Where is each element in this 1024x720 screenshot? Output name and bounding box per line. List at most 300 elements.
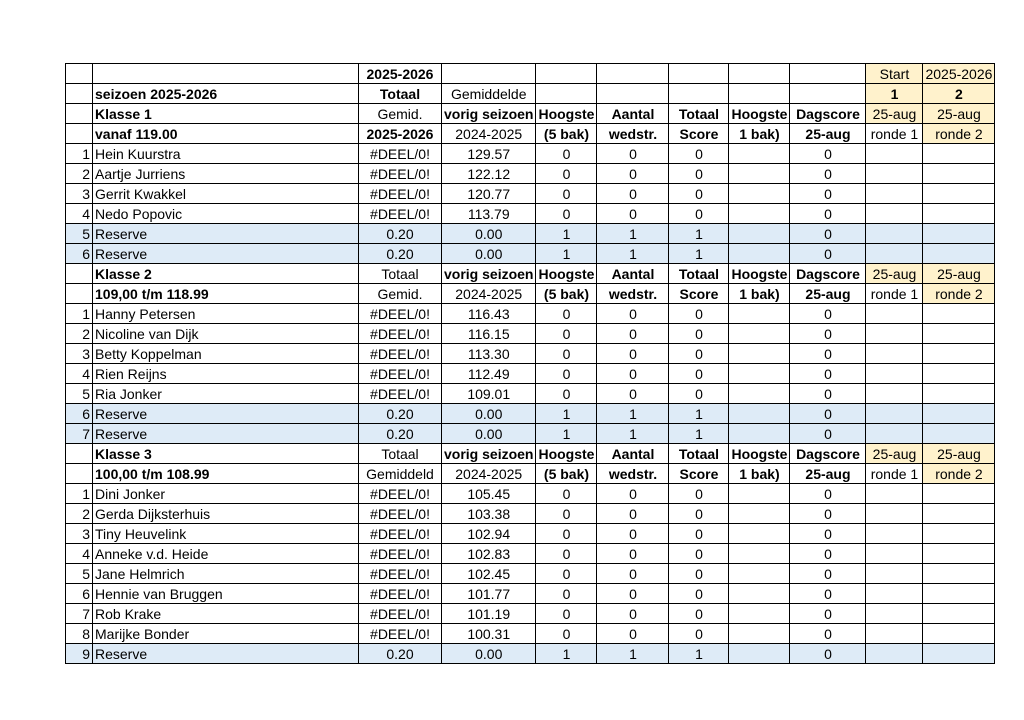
class-col-a[interactable]: Totaal	[359, 444, 442, 464]
player-round-1[interactable]	[866, 164, 923, 184]
player-highest-1[interactable]	[729, 324, 790, 344]
player-score[interactable]: 0	[669, 524, 729, 544]
table-row	[66, 224, 995, 244]
class-title[interactable]: Klasse 2	[93, 264, 359, 284]
cell	[669, 64, 729, 84]
player-count[interactable]: 0	[597, 584, 669, 604]
player-score[interactable]: 0	[669, 344, 729, 364]
player-prev-average[interactable]: 116.15	[442, 324, 536, 344]
player-day-score[interactable]: 0	[790, 384, 866, 404]
start-label[interactable]: Start	[866, 64, 923, 84]
player-highest-1[interactable]	[729, 364, 790, 384]
player-count[interactable]: 1	[597, 224, 669, 244]
player-highest[interactable]: 0	[536, 484, 597, 504]
round-2-date[interactable]: 25-aug	[923, 444, 995, 464]
player-round-2[interactable]	[923, 544, 995, 564]
round-2-label[interactable]: ronde 2	[923, 124, 995, 144]
row-number: 1	[66, 144, 93, 164]
player-total[interactable]: #DEEL/0!	[359, 344, 442, 364]
player-score[interactable]: 0	[669, 384, 729, 404]
player-round-1[interactable]	[866, 364, 923, 384]
round-2-label[interactable]: ronde 2	[923, 284, 995, 304]
player-round-1[interactable]	[866, 604, 923, 624]
spreadsheet-table	[65, 63, 995, 664]
player-round-2[interactable]	[923, 224, 995, 244]
class-range[interactable]: 100,00 t/m 108.99	[93, 464, 359, 484]
player-count[interactable]: 1	[597, 244, 669, 264]
player-score[interactable]: 1	[669, 224, 729, 244]
player-highest-1[interactable]	[729, 584, 790, 604]
player-count[interactable]: 0	[597, 184, 669, 204]
player-highest-1[interactable]	[729, 504, 790, 524]
player-name[interactable]: Jane Helmrich	[93, 564, 359, 584]
player-round-1[interactable]	[866, 384, 923, 404]
player-count[interactable]: 0	[597, 544, 669, 564]
highest-label: Hoogste	[536, 444, 597, 464]
player-highest[interactable]: 0	[536, 324, 597, 344]
cell	[66, 124, 93, 144]
player-prev-average[interactable]: 0.00	[442, 404, 536, 424]
player-prev-average[interactable]: 103.38	[442, 504, 536, 524]
player-name[interactable]: Reserve	[93, 224, 359, 244]
score-label: Score	[669, 284, 729, 304]
player-round-2[interactable]	[923, 304, 995, 324]
player-round-2[interactable]	[923, 384, 995, 404]
player-prev-average[interactable]: 0.00	[442, 424, 536, 444]
player-day-score[interactable]: 0	[790, 564, 866, 584]
player-score[interactable]: 0	[669, 584, 729, 604]
player-total[interactable]: #DEEL/0!	[359, 304, 442, 324]
player-name[interactable]: Reserve	[93, 404, 359, 424]
player-score[interactable]: 0	[669, 564, 729, 584]
player-name[interactable]: Reserve	[93, 424, 359, 444]
player-count[interactable]: 0	[597, 504, 669, 524]
player-day-score[interactable]: 0	[790, 604, 866, 624]
player-name[interactable]: Marijke Bonder	[93, 624, 359, 644]
cell	[790, 84, 866, 104]
player-round-2[interactable]	[923, 184, 995, 204]
player-count[interactable]: 0	[597, 324, 669, 344]
player-count[interactable]: 0	[597, 144, 669, 164]
table-row	[66, 624, 995, 644]
player-highest[interactable]: 0	[536, 584, 597, 604]
player-count[interactable]: 0	[597, 484, 669, 504]
player-highest-1[interactable]	[729, 604, 790, 624]
player-highest-1[interactable]	[729, 184, 790, 204]
player-score[interactable]: 0	[669, 504, 729, 524]
player-round-2[interactable]	[923, 624, 995, 644]
player-highest[interactable]: 0	[536, 504, 597, 524]
player-highest-1[interactable]	[729, 624, 790, 644]
player-prev-average[interactable]: 101.19	[442, 604, 536, 624]
prev-season-label: vorig seizoen	[442, 264, 536, 284]
count-label: Aantal	[597, 104, 669, 124]
player-prev-average[interactable]: 129.57	[442, 144, 536, 164]
player-round-1[interactable]	[866, 484, 923, 504]
player-total[interactable]: 0.20	[359, 244, 442, 264]
player-highest[interactable]: 1	[536, 224, 597, 244]
player-day-score[interactable]: 0	[790, 624, 866, 644]
player-prev-average[interactable]: 100.31	[442, 624, 536, 644]
player-highest-1[interactable]	[729, 544, 790, 564]
player-round-2[interactable]	[923, 564, 995, 584]
player-name[interactable]: Anneke v.d. Heide	[93, 544, 359, 564]
player-round-2[interactable]	[923, 324, 995, 344]
player-name[interactable]: Tiny Heuvelink	[93, 524, 359, 544]
player-score[interactable]: 0	[669, 204, 729, 224]
player-highest[interactable]: 1	[536, 404, 597, 424]
player-name[interactable]: Rob Krake	[93, 604, 359, 624]
player-day-score[interactable]: 0	[790, 424, 866, 444]
player-round-1[interactable]	[866, 244, 923, 264]
player-score[interactable]: 0	[669, 144, 729, 164]
season-title[interactable]: seizoen 2025-2026	[93, 84, 359, 104]
player-round-1[interactable]	[866, 144, 923, 164]
player-name[interactable]: Rien Reijns	[93, 364, 359, 384]
table-row	[66, 244, 995, 264]
player-round-2[interactable]	[923, 424, 995, 444]
player-name[interactable]: Reserve	[93, 244, 359, 264]
player-day-score[interactable]: 0	[790, 304, 866, 324]
player-round-1[interactable]	[866, 624, 923, 644]
player-count[interactable]: 1	[597, 644, 669, 664]
player-total[interactable]: #DEEL/0!	[359, 604, 442, 624]
class-range[interactable]: 109,00 t/m 118.99	[93, 284, 359, 304]
player-round-2[interactable]	[923, 344, 995, 364]
class-col-a[interactable]: Totaal	[359, 264, 442, 284]
player-round-1[interactable]	[866, 544, 923, 564]
player-round-2[interactable]	[923, 484, 995, 504]
player-round-1[interactable]	[866, 184, 923, 204]
player-highest-1[interactable]	[729, 244, 790, 264]
player-round-2[interactable]	[923, 644, 995, 664]
player-highest[interactable]: 0	[536, 304, 597, 324]
player-day-score[interactable]: 0	[790, 584, 866, 604]
player-name[interactable]: Aartje Jurriens	[93, 164, 359, 184]
player-round-2[interactable]	[923, 404, 995, 424]
player-name[interactable]: Betty Koppelman	[93, 344, 359, 364]
player-highest-1[interactable]	[729, 164, 790, 184]
player-highest[interactable]: 1	[536, 644, 597, 664]
player-day-score[interactable]: 0	[790, 224, 866, 244]
round-1-label[interactable]: ronde 1	[866, 284, 923, 304]
round-2-label[interactable]: ronde 2	[923, 464, 995, 484]
wedstr-label: wedstr.	[597, 464, 669, 484]
player-round-1[interactable]	[866, 504, 923, 524]
player-day-score[interactable]: 0	[790, 144, 866, 164]
class-col-b[interactable]: Gemid.	[359, 284, 442, 304]
class-title[interactable]: Klasse 3	[93, 444, 359, 464]
player-score[interactable]: 0	[669, 184, 729, 204]
row-number: 4	[66, 204, 93, 224]
player-total[interactable]: #DEEL/0!	[359, 544, 442, 564]
row-number: 5	[66, 564, 93, 584]
player-prev-average[interactable]: 113.79	[442, 204, 536, 224]
player-prev-average[interactable]: 102.94	[442, 524, 536, 544]
player-highest-1[interactable]	[729, 484, 790, 504]
player-name[interactable]: Gerda Dijksterhuis	[93, 504, 359, 524]
player-score[interactable]: 0	[669, 484, 729, 504]
round-1-date[interactable]: 25-aug	[866, 264, 923, 284]
player-name[interactable]: Reserve	[93, 644, 359, 664]
player-prev-average[interactable]: 0.00	[442, 644, 536, 664]
player-total[interactable]: #DEEL/0!	[359, 184, 442, 204]
day-date-label: 25-aug	[790, 284, 866, 304]
player-prev-average[interactable]: 116.43	[442, 304, 536, 324]
cell	[669, 84, 729, 104]
klasse1-subheader-row	[66, 124, 995, 144]
class-title[interactable]: Klasse 1	[93, 104, 359, 124]
player-highest[interactable]: 0	[536, 624, 597, 644]
class-range[interactable]: vanaf 119.00	[93, 124, 359, 144]
player-highest-1[interactable]	[729, 384, 790, 404]
player-highest-1[interactable]	[729, 224, 790, 244]
player-highest[interactable]: 0	[536, 564, 597, 584]
player-total[interactable]: #DEEL/0!	[359, 524, 442, 544]
player-round-1[interactable]	[866, 224, 923, 244]
player-total[interactable]: #DEEL/0!	[359, 504, 442, 524]
player-highest[interactable]: 0	[536, 164, 597, 184]
player-day-score[interactable]: 0	[790, 484, 866, 504]
player-total[interactable]: #DEEL/0!	[359, 484, 442, 504]
player-total[interactable]: 0.20	[359, 404, 442, 424]
score-label: Score	[669, 464, 729, 484]
player-total[interactable]: 0.20	[359, 644, 442, 664]
player-day-score[interactable]: 0	[790, 244, 866, 264]
round-2-date[interactable]: 25-aug	[923, 104, 995, 124]
player-count[interactable]: 0	[597, 624, 669, 644]
player-day-score[interactable]: 0	[790, 504, 866, 524]
highest-label: Hoogste	[729, 264, 790, 284]
player-round-2[interactable]	[923, 144, 995, 164]
player-highest[interactable]: 0	[536, 524, 597, 544]
player-day-score[interactable]: 0	[790, 524, 866, 544]
player-name[interactable]: Ria Jonker	[93, 384, 359, 404]
bak5-label: (5 bak)	[536, 124, 597, 144]
player-total[interactable]: #DEEL/0!	[359, 384, 442, 404]
player-highest[interactable]: 1	[536, 244, 597, 264]
player-score[interactable]: 0	[669, 624, 729, 644]
player-name[interactable]: Dini Jonker	[93, 484, 359, 504]
player-day-score[interactable]: 0	[790, 404, 866, 424]
round-1-date[interactable]: 25-aug	[866, 104, 923, 124]
player-round-1[interactable]	[866, 204, 923, 224]
player-total[interactable]: #DEEL/0!	[359, 204, 442, 224]
player-count[interactable]: 0	[597, 344, 669, 364]
player-prev-average[interactable]: 102.45	[442, 564, 536, 584]
class-col-b[interactable]: 2025-2026	[359, 124, 442, 144]
player-name[interactable]: Hennie van Bruggen	[93, 584, 359, 604]
player-round-1[interactable]	[866, 584, 923, 604]
player-name[interactable]: Gerrit Kwakkel	[93, 184, 359, 204]
player-highest-1[interactable]	[729, 424, 790, 444]
player-round-1[interactable]	[866, 304, 923, 324]
round-2-date[interactable]: 25-aug	[923, 264, 995, 284]
player-count[interactable]: 1	[597, 424, 669, 444]
total-label: Totaal	[669, 264, 729, 284]
player-total[interactable]: #DEEL/0!	[359, 624, 442, 644]
day-score-label: Dagscore	[790, 104, 866, 124]
player-day-score[interactable]: 0	[790, 184, 866, 204]
player-count[interactable]: 0	[597, 364, 669, 384]
player-count[interactable]: 0	[597, 604, 669, 624]
player-name[interactable]: Hein Kuurstra	[93, 144, 359, 164]
player-day-score[interactable]: 0	[790, 544, 866, 564]
player-prev-average[interactable]: 105.45	[442, 484, 536, 504]
player-highest[interactable]: 0	[536, 144, 597, 164]
round-2-number[interactable]: 2	[923, 84, 995, 104]
cell	[66, 464, 93, 484]
player-total[interactable]: #DEEL/0!	[359, 144, 442, 164]
player-round-2[interactable]	[923, 584, 995, 604]
row-number: 7	[66, 424, 93, 444]
wedstr-label: wedstr.	[597, 284, 669, 304]
class-col-a[interactable]: Gemid.	[359, 104, 442, 124]
row-number: 7	[66, 604, 93, 624]
day-date-label: 25-aug	[790, 124, 866, 144]
row-number: 5	[66, 224, 93, 244]
player-prev-average[interactable]: 101.77	[442, 584, 536, 604]
player-day-score[interactable]: 0	[790, 164, 866, 184]
player-count[interactable]: 0	[597, 524, 669, 544]
cell	[66, 64, 93, 84]
player-total[interactable]: #DEEL/0!	[359, 564, 442, 584]
player-round-1[interactable]	[866, 424, 923, 444]
player-score[interactable]: 0	[669, 164, 729, 184]
player-round-2[interactable]	[923, 504, 995, 524]
table-row	[66, 544, 995, 564]
player-name[interactable]: Nedo Popovic	[93, 204, 359, 224]
player-highest[interactable]: 0	[536, 384, 597, 404]
player-total[interactable]: #DEEL/0!	[359, 584, 442, 604]
player-count[interactable]: 0	[597, 564, 669, 584]
player-round-2[interactable]	[923, 604, 995, 624]
player-score[interactable]: 0	[669, 304, 729, 324]
average-header[interactable]: Gemiddelde	[442, 84, 536, 104]
cell	[729, 64, 790, 84]
player-count[interactable]: 1	[597, 404, 669, 424]
round-1-label[interactable]: ronde 1	[866, 124, 923, 144]
player-name[interactable]: Nicoline van Dijk	[93, 324, 359, 344]
player-highest-1[interactable]	[729, 144, 790, 164]
player-score[interactable]: 0	[669, 604, 729, 624]
header-row-1	[66, 64, 995, 84]
player-highest-1[interactable]	[729, 204, 790, 224]
class-col-b[interactable]: Gemiddeld	[359, 464, 442, 484]
table-row	[66, 404, 995, 424]
player-count[interactable]: 0	[597, 204, 669, 224]
player-highest[interactable]: 0	[536, 344, 597, 364]
cell	[729, 84, 790, 104]
prev-season-label: vorig seizoen	[442, 104, 536, 124]
player-round-2[interactable]	[923, 524, 995, 544]
player-total[interactable]: 0.20	[359, 224, 442, 244]
klasse2-header-row	[66, 264, 995, 284]
player-prev-average[interactable]: 113.30	[442, 344, 536, 364]
player-total[interactable]: #DEEL/0!	[359, 324, 442, 344]
season-header[interactable]: 2025-2026	[359, 64, 442, 84]
player-highest[interactable]: 1	[536, 424, 597, 444]
player-day-score[interactable]: 0	[790, 204, 866, 224]
player-score[interactable]: 1	[669, 644, 729, 664]
player-day-score[interactable]: 0	[790, 644, 866, 664]
player-total[interactable]: 0.20	[359, 424, 442, 444]
player-count[interactable]: 0	[597, 304, 669, 324]
player-highest[interactable]: 0	[536, 364, 597, 384]
player-day-score[interactable]: 0	[790, 344, 866, 364]
row-number: 3	[66, 344, 93, 364]
total-header[interactable]: Totaal	[359, 84, 442, 104]
player-highest[interactable]: 0	[536, 604, 597, 624]
player-score[interactable]: 0	[669, 324, 729, 344]
player-prev-average[interactable]: 102.83	[442, 544, 536, 564]
player-round-2[interactable]	[923, 244, 995, 264]
player-score[interactable]: 1	[669, 404, 729, 424]
round-1-number[interactable]: 1	[866, 84, 923, 104]
bak5-label: (5 bak)	[536, 464, 597, 484]
season-label: 2024-2025	[442, 284, 536, 304]
player-highest-1[interactable]	[729, 344, 790, 364]
player-round-2[interactable]	[923, 364, 995, 384]
player-highest-1[interactable]	[729, 404, 790, 424]
table-row	[66, 504, 995, 524]
player-highest-1[interactable]	[729, 564, 790, 584]
player-round-1[interactable]	[866, 344, 923, 364]
player-score[interactable]: 0	[669, 544, 729, 564]
player-highest-1[interactable]	[729, 304, 790, 324]
player-prev-average[interactable]: 0.00	[442, 224, 536, 244]
player-score[interactable]: 1	[669, 244, 729, 264]
bak1-label: 1 bak)	[729, 124, 790, 144]
player-round-1[interactable]	[866, 324, 923, 344]
player-score[interactable]: 1	[669, 424, 729, 444]
table-row	[66, 324, 995, 344]
player-day-score[interactable]: 0	[790, 364, 866, 384]
player-prev-average[interactable]: 120.77	[442, 184, 536, 204]
player-highest[interactable]: 0	[536, 204, 597, 224]
player-round-1[interactable]	[866, 564, 923, 584]
player-prev-average[interactable]: 109.01	[442, 384, 536, 404]
player-round-2[interactable]	[923, 204, 995, 224]
player-count[interactable]: 0	[597, 164, 669, 184]
player-score[interactable]: 0	[669, 364, 729, 384]
player-prev-average[interactable]: 112.49	[442, 364, 536, 384]
player-round-1[interactable]	[866, 524, 923, 544]
player-highest[interactable]: 0	[536, 184, 597, 204]
season-label[interactable]: 2025-2026	[923, 64, 995, 84]
player-prev-average[interactable]: 0.00	[442, 244, 536, 264]
player-total[interactable]: #DEEL/0!	[359, 364, 442, 384]
player-name[interactable]: Hanny Petersen	[93, 304, 359, 324]
player-prev-average[interactable]: 122.12	[442, 164, 536, 184]
player-highest[interactable]: 0	[536, 544, 597, 564]
player-round-1[interactable]	[866, 404, 923, 424]
round-1-date[interactable]: 25-aug	[866, 444, 923, 464]
player-count[interactable]: 0	[597, 384, 669, 404]
player-round-2[interactable]	[923, 164, 995, 184]
player-highest-1[interactable]	[729, 644, 790, 664]
score-label: Score	[669, 124, 729, 144]
player-round-1[interactable]	[866, 644, 923, 664]
row-number: 1	[66, 484, 93, 504]
klasse2-subheader-row	[66, 284, 995, 304]
player-total[interactable]: #DEEL/0!	[359, 164, 442, 184]
round-1-label[interactable]: ronde 1	[866, 464, 923, 484]
player-day-score[interactable]: 0	[790, 324, 866, 344]
season-label: 2024-2025	[442, 464, 536, 484]
player-highest-1[interactable]	[729, 524, 790, 544]
klasse1-header-row	[66, 104, 995, 124]
